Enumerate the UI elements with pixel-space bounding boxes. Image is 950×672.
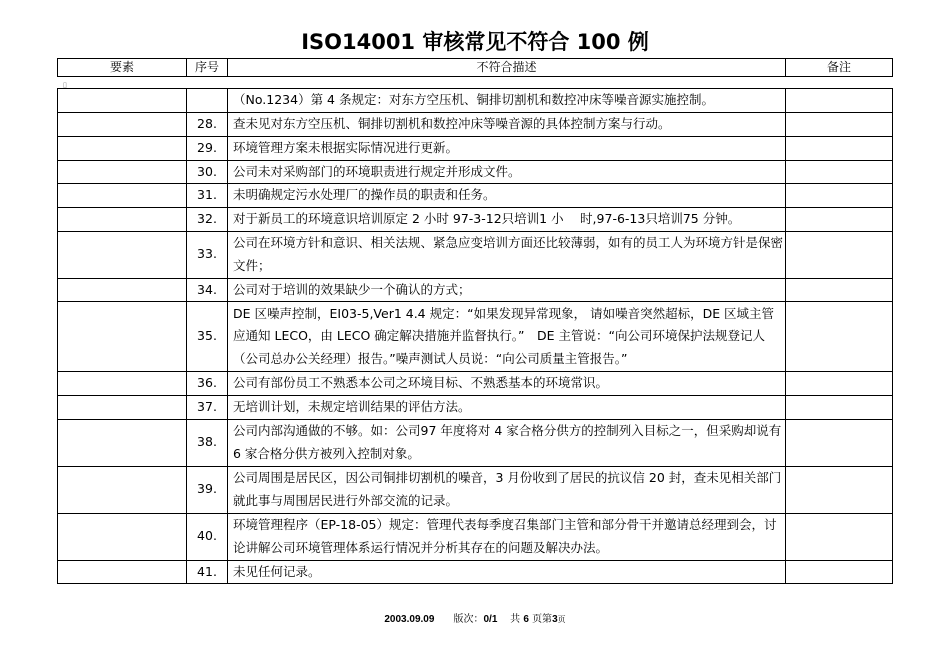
description-cell: 公司在环境方针和意识、相关法规、紧急应变培训方面还比较薄弱，如有的员工人为环境方针是保密文件； [228,231,786,278]
description-cell: 未见任何记录。 [228,560,786,584]
description-cell: （No.1234）第 4 条规定：对东方空压机、铜排切割机和数控冲床等噪音源实施控制。 [228,89,786,113]
table-row [58,278,893,302]
seq-cell: 37. [187,396,228,420]
remark-cell [786,396,893,420]
element-cell [58,184,187,208]
element-cell [58,113,187,137]
seq-cell: 28. [187,113,228,137]
seq-cell: 32. [187,207,228,231]
seq-cell: 39. [187,466,228,513]
remark-cell [786,89,893,113]
footer-page: 3 [552,614,558,625]
footer-date: 2003.09.09 [384,614,435,625]
element-cell [58,372,187,396]
remark-cell [786,184,893,208]
page-footer [0,610,950,625]
seq-cell: 38. [187,419,228,466]
table-row [58,396,893,420]
remark-cell [786,160,893,184]
seq-cell: 35. [187,302,228,372]
footer-version-label: 版次： [453,614,484,625]
footer-total-prefix: 共 [510,614,521,625]
table-row [58,466,893,513]
seq-cell: 34. [187,278,228,302]
seq-cell: 33. [187,231,228,278]
remark-cell [786,466,893,513]
description-cell: 对于新员工的环境意识培训原定 2 小时 97-3-12只培训1 小 时,97-6-13只培训75 分钟。 [228,207,786,231]
table-row [58,89,893,113]
remark-cell [786,372,893,396]
remark-cell [786,419,893,466]
table-row [58,184,893,208]
seq-cell: 30. [187,160,228,184]
seq-cell: 29. [187,137,228,161]
description-cell: 公司内部沟通做的不够。如：公司97 年度将对 4 家合格分供方的控制列入目标之一，但采购却说有 6 家合格分供方被列入控制对象。 [228,419,786,466]
seq-cell: 40. [187,513,228,560]
description-cell: 查未见对东方空压机、铜排切割机和数控冲床等噪音源的具体控制方案与行动。 [228,113,786,137]
table-row [58,513,893,560]
description-cell: 未明确规定污水处理厂的操作员的职责和任务。 [228,184,786,208]
table-row [58,419,893,466]
seq-cell [187,89,228,113]
table-row [58,372,893,396]
description-cell: 环境管理方案未根据实际情况进行更新。 [228,137,786,161]
table-row [58,302,893,372]
description-cell: DE 区噪声控制，EI03-5,Ver1 4.4 规定：“如果发现异常现象， 请如噪音突然超标，DE 区域主管应通知 LECO，由 LECO 确定解决措施并监督执行。” DE 主管说：“向公司环境保护法规登记人（公司总办公关经理）报告。”噪声测试人员说：“向公司质量主管报告。” [228,302,786,372]
footer-total-suffix: 页第 [532,614,553,625]
element-cell [58,419,187,466]
table-header [57,58,893,77]
column-header-description: 不符合描述 [228,59,786,77]
footer-page-suffix: 页 [557,615,566,624]
footer-version: 0/1 [483,614,498,625]
description-cell: 公司未对采购部门的环境职责进行规定并形成文件。 [228,160,786,184]
footer-total: 6 [523,614,529,625]
description-cell: 公司有部份员工不熟悉本公司之环境目标、不熟悉基本的环境常识。 [228,372,786,396]
element-cell [58,513,187,560]
column-header-element: 要素 [58,59,187,77]
remark-cell [786,113,893,137]
table-row [58,137,893,161]
element-cell [58,396,187,420]
remark-cell [786,137,893,161]
description-cell: 无培训计划，未规定培训结果的评估方法。 [228,396,786,420]
seq-cell: 36. [187,372,228,396]
seq-cell: 31. [187,184,228,208]
element-cell [58,137,187,161]
table-row [58,231,893,278]
remark-cell [786,278,893,302]
seq-cell: 41. [187,560,228,584]
description-cell: 公司对于培训的效果缺少一个确认的方式； [228,278,786,302]
remark-cell [786,513,893,560]
element-cell [58,278,187,302]
element-cell [58,89,187,113]
element-cell [58,466,187,513]
remark-cell [786,231,893,278]
table-row [58,160,893,184]
table-row [58,560,893,584]
element-cell [58,231,187,278]
remark-cell [786,207,893,231]
column-header-seq: 序号 [187,59,228,77]
remark-cell [786,560,893,584]
column-header-remark: 备注 [786,59,893,77]
element-cell [58,302,187,372]
table-row [58,113,893,137]
nonconformity-table [57,88,893,584]
remark-cell [786,302,893,372]
element-cell [58,207,187,231]
element-cell [58,560,187,584]
description-cell: 环境管理程序（EP-18-05）规定：管理代表每季度召集部门主管和部分骨干并邀请总经理到会，讨论讲解公司环境管理体系运行情况并分析其存在的问题及解决办法。 [228,513,786,560]
document-title: ISO14001 审核常见不符合 100 例 [301,30,649,54]
table-row [58,207,893,231]
element-cell [58,160,187,184]
page-mark: ▯ [63,81,67,89]
description-cell: 公司周围是居民区，因公司铜排切割机的噪音，3 月份收到了居民的抗议信 20 封，查未见相关部门就此事与周围居民进行外部交流的记录。 [228,466,786,513]
